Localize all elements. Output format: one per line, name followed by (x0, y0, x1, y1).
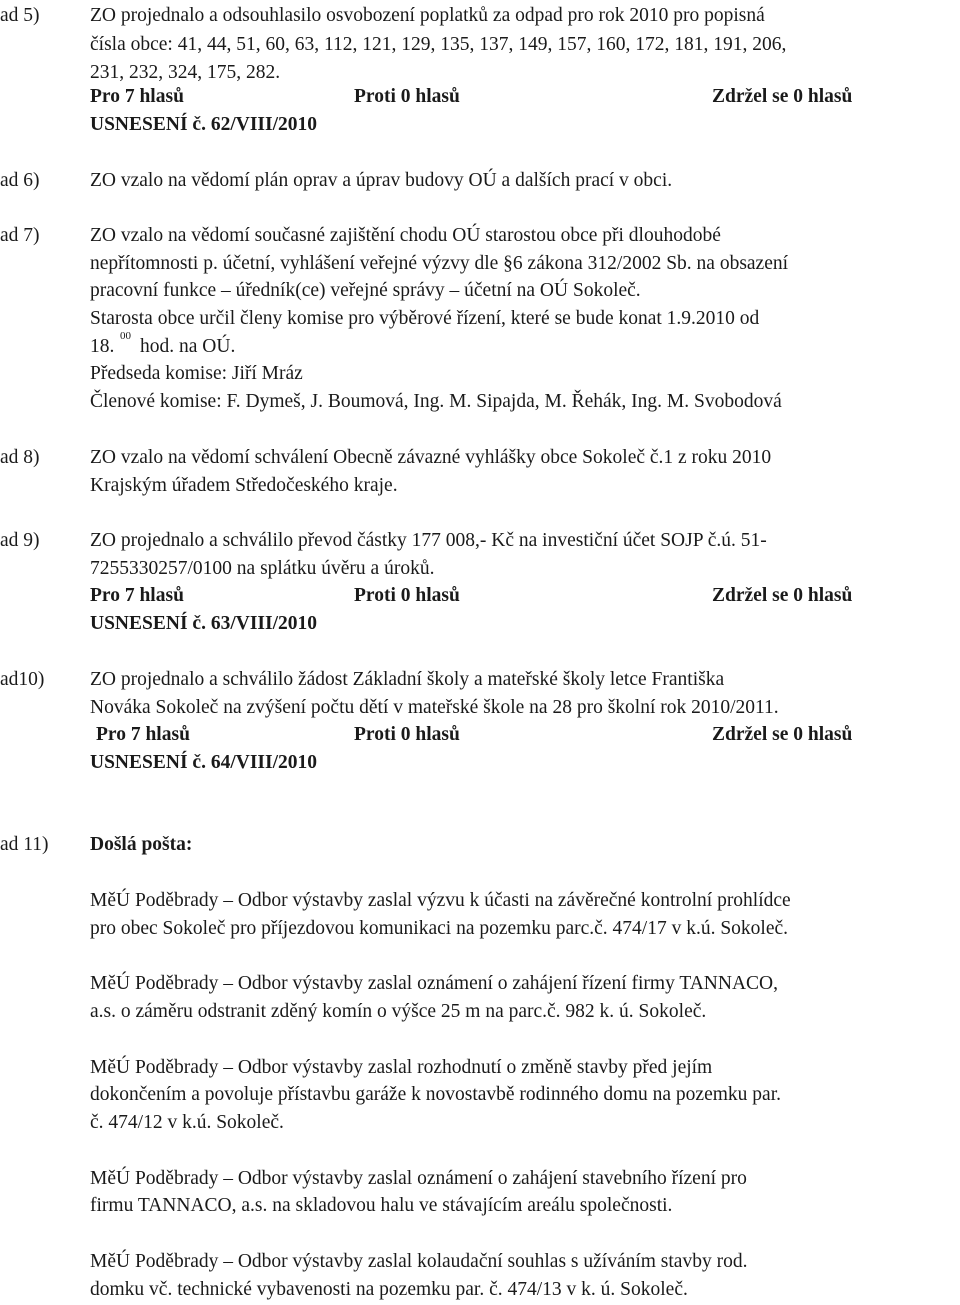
resolution-number: USNESENÍ č. 63/VIII/2010 (90, 613, 318, 634)
item-text-line: nepřítomnosti p. účetní, vyhlášení veřejné výzvy dle §6 zákona 312/2002 Sb. na obsazení (90, 253, 789, 274)
resolution-number: USNESENÍ č. 64/VIII/2010 (90, 752, 318, 773)
item-text-line: ZO vzalo na vědomí plán oprav a úprav budovy OÚ a dalších prací v obci. (90, 170, 673, 191)
item-text-line: 7255330257/0100 na splátku úvěru a úroků. (90, 558, 435, 579)
vote-for: Pro 7 hlasů (90, 585, 184, 606)
item-text-line: ZO vzalo na vědomí současné zajištění chodu OÚ starostou obce při dlouhodobé (90, 225, 721, 246)
item-text-line: 231, 232, 324, 175, 282. (90, 62, 281, 83)
item-text-line: Krajským úřadem Středočeského kraje. (90, 475, 398, 496)
item-label: ad 11) (0, 834, 49, 855)
mail-line: MěÚ Poděbrady – Odbor výstavby zaslal kolaudační souhlas s užíváním stavby rod. (90, 1251, 748, 1272)
vote-against: Proti 0 hlasů (354, 724, 460, 745)
resolution-number: USNESENÍ č. 62/VIII/2010 (90, 114, 318, 135)
vote-against: Proti 0 hlasů (354, 585, 460, 606)
time-superscript: 00 (120, 330, 131, 342)
mail-line: MěÚ Poděbrady – Odbor výstavby zaslal výzvu k účasti na závěrečné kontrolní prohlídce (90, 890, 791, 911)
item-label: ad 9) (0, 530, 40, 551)
item-text-line: Starosta obce určil členy komise pro výběrové řízení, které se bude konat 1.9.2010 od (90, 308, 760, 329)
vote-abstain: Zdržel se 0 hlasů (712, 585, 853, 606)
vote-abstain: Zdržel se 0 hlasů (712, 724, 853, 745)
item-text-line: 18. (90, 336, 115, 357)
item-text-line: Nováka Sokoleč na zvýšení počtu dětí v mateřské škole na 28 pro školní rok 2010/2011. (90, 697, 779, 718)
item-label: ad 5) (0, 5, 40, 26)
item-label: ad 8) (0, 447, 40, 468)
item-text-line: hod. na OÚ. (140, 336, 236, 357)
item-text-line: ZO projednalo a odsouhlasilo osvobození poplatků za odpad pro rok 2010 pro popisná (90, 5, 765, 26)
item-label: ad10) (0, 669, 45, 690)
mail-line: MěÚ Poděbrady – Odbor výstavby zaslal oznámení o zahájení řízení firmy TANNACO, (90, 973, 778, 994)
item-text-line: čísla obce: 41, 44, 51, 60, 63, 112, 121, 129, 135, 137, 149, 157, 160, 172, 181, 191, 206, (90, 34, 787, 55)
mail-line: pro obec Sokoleč pro příjezdovou komunikaci na pozemku parc.č. 474/17 v k.ú. Sokoleč. (90, 918, 789, 939)
mail-line: dokončením a povoluje přístavbu garáže k novostavbě rodinného domu na pozemku par. (90, 1084, 781, 1105)
mail-line: MěÚ Poděbrady – Odbor výstavby zaslal oznámení o zahájení stavebního řízení pro (90, 1168, 747, 1189)
mail-line: firmu TANNACO, a.s. na skladovou halu ve stávajícím areálu společnosti. (90, 1195, 673, 1216)
vote-against: Proti 0 hlasů (354, 86, 460, 107)
item-label: ad 7) (0, 225, 40, 246)
mail-line: a.s. o záměru odstranit zděný komín o výšce 25 m na parc.č. 982 k. ú. Sokoleč. (90, 1001, 707, 1022)
item-text-line: Předseda komise: Jiří Mráz (90, 363, 303, 384)
item-text-line: ZO vzalo na vědomí schválení Obecně závazné vyhlášky obce Sokoleč č.1 z roku 2010 (90, 447, 772, 468)
item-label: ad 6) (0, 170, 40, 191)
item-text-line: ZO projednalo a schválilo žádost Základní školy a mateřské školy letce Františka (90, 669, 725, 690)
item-text-line: Členové komise: F. Dymeš, J. Boumová, Ing. M. Sipajda, M. Řehák, Ing. M. Svobodová (90, 391, 782, 412)
item-text-line: ZO projednalo a schválilo převod částky 177 008,- Kč na investiční účet SOJP č.ú. 51- (90, 530, 767, 551)
mail-line: č. 474/12 v k.ú. Sokoleč. (90, 1112, 284, 1133)
vote-abstain: Zdržel se 0 hlasů (712, 86, 853, 107)
mail-line: MěÚ Poděbrady – Odbor výstavby zaslal rozhodnutí o změně stavby před jejím (90, 1057, 713, 1078)
vote-for: Pro 7 hlasů (90, 86, 184, 107)
item-text-line: pracovní funkce – úředník(ce) veřejné správy – účetní na OÚ Sokoleč. (90, 280, 641, 301)
vote-for: Pro 7 hlasů (96, 724, 190, 745)
section-heading: Došlá pošta: (90, 834, 193, 855)
mail-line: domku vč. technické vybavenosti na pozemku par. č. 474/13 v k. ú. Sokoleč. (90, 1279, 688, 1300)
